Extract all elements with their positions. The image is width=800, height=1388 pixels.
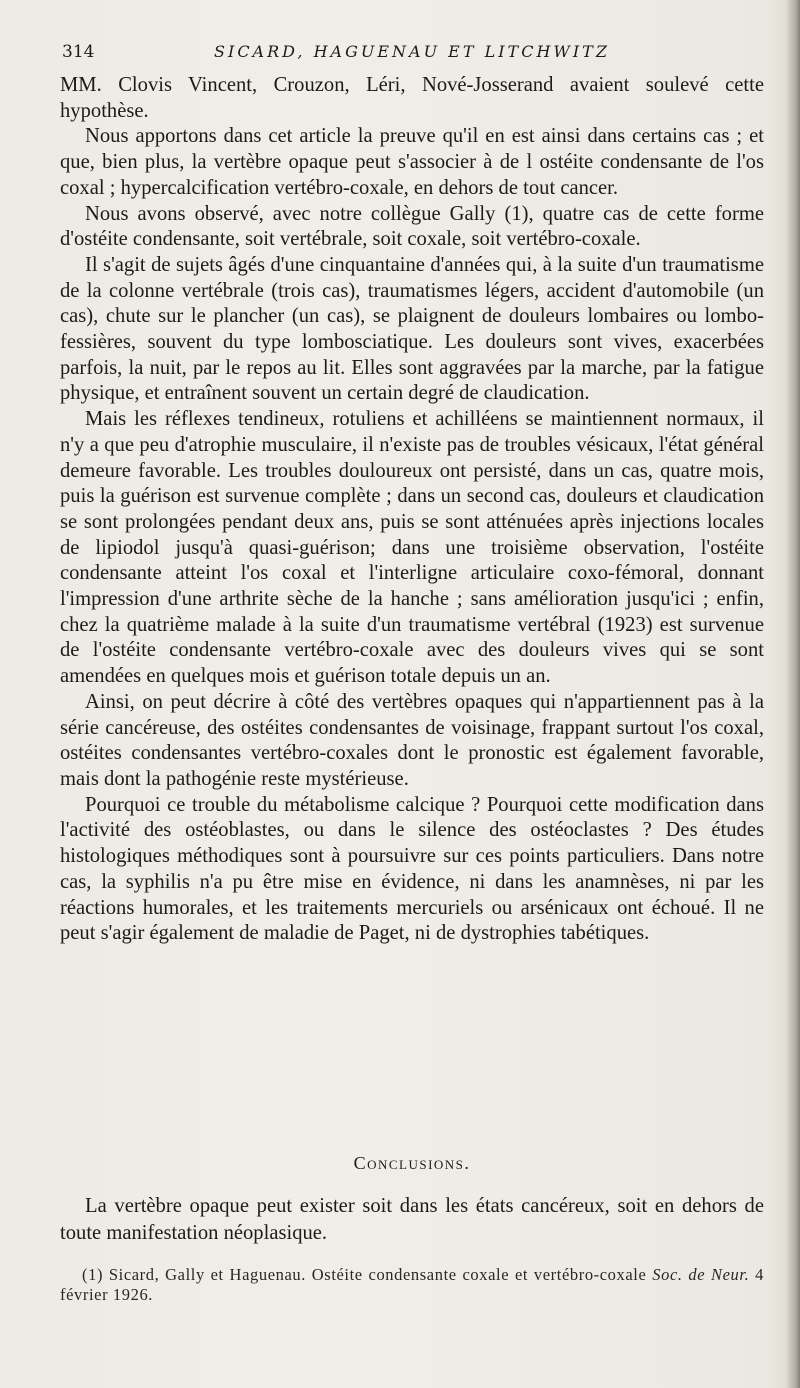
running-head: SICARD, HAGUENAU ET LITCHWITZ	[214, 42, 610, 61]
paragraph: MM. Clovis Vincent, Crouzon, Léri, Nové-Josserand avaient soulevé cette hypothèse.	[60, 74, 764, 122]
paragraph: Il s'agit de sujets âgés d'une cinquantaine d'années qui, à la suite d'un traumatisme de la colonne vertébrale (trois cas), traumatismes légers, accident d'automobile (un cas), chute sur le plancher (un cas), se plaignent de douleurs lombaires ou lombo-fessières, souvent du type lombosciatique. Les douleurs sont vives, exacerbées parfois, la nuit, par le repos au lit. Elles sont aggravées par la marche, par la fatigue physique, et entraînent souvent un certain degré de claudication.	[60, 253, 764, 405]
body-text	[60, 73, 764, 947]
footnote-journal: Soc. de Neur.	[652, 1265, 750, 1284]
paragraph: Ainsi, on peut décrire à côté des vertèbres opaques qui n'appartiennent pas à la série cancéreuse, des ostéites condensantes de voisinage, frappant surtout l'os coxal, ostéites condensantes vertébro-coxales dont le pronostic est également favorable, mais dont la pathogénie reste mystérieuse.	[60, 690, 764, 790]
paragraph: Nous apportons dans cet article la preuve qu'il en est ainsi dans certains cas ; et que, bien plus, la vertèbre opaque peut s'associer à de l ostéite condensante de l'os coxal ; hypercalcification vertébro-coxale, en dehors de tout cancer.	[60, 125, 764, 199]
page-edge-shadow	[786, 0, 800, 1388]
paragraph: Mais les réflexes tendineux, rotuliens et achilléens se maintiennent normaux, il n'y a que peu d'atrophie musculaire, il n'existe pas de troubles vésicaux, l'état général demeure favorable. Les troubles douloureux ont persisté, dans un cas, quatre mois, puis la guérison est survenue complète ; dans un second cas, douleurs et claudication se sont prolongées pendant deux ans, puis se sont atténuées après injections locales de lipiodol jusqu'à quasi-guérison; dans une troisième observation, l'ostéite condensante atteint l'os coxal et l'interligne articulaire coxo-fémoral, donnant l'impression d'une arthrite sèche de la hanche ; sans amélioration jusqu'ici ; enfin, chez la quatrième malade à la suite d'un traumatisme vertébral (1923) est survenue de l'ostéite condensante vertébro-coxale avec des douleurs vives qui se sont amendées en quelques mois et guérison totale depuis un an.	[60, 408, 764, 688]
footnote-date: 4 février 1926.	[60, 1265, 764, 1304]
conclusion-paragraph: La vertèbre opaque peut exister soit dans les états cancéreux, soit en dehors de toute manifestation néoplasique.	[60, 1195, 764, 1244]
page-number: 314	[62, 42, 95, 62]
page-header	[62, 40, 762, 68]
footnote-reference: (1) Sicard, Gally et Haguenau. Ostéite condensante coxale et vertébro-coxale	[82, 1265, 647, 1284]
footnote-paragraph	[60, 1265, 764, 1305]
paragraph: Pourquoi ce trouble du métabolisme calcique ? Pourquoi cette modification dans l'activité des ostéoblastes, ou dans le silence des ostéoclastes ? Des études histologiques méthodiques sont à poursuivre sur ces points particuliers. Dans notre cas, la syphilis n'a pu être mise en évidence, ni dans les anamnèses, ni par les réactions humorales, et les traitements mercuriels ou arsénicaux ont échoué. Il ne peut s'agir également de maladie de Paget, ni de dystrophies tabétiques.	[60, 793, 764, 945]
footnote	[60, 1265, 764, 1305]
paragraph: Nous avons observé, avec notre collègue Gally (1), quatre cas de cette forme d'ostéite condensante, soit vertébrale, soit coxale, soit vertébro-coxale.	[60, 202, 764, 251]
section-title-conclusions: Conclusions.	[353, 1153, 471, 1173]
conclusion-text	[60, 1193, 764, 1247]
